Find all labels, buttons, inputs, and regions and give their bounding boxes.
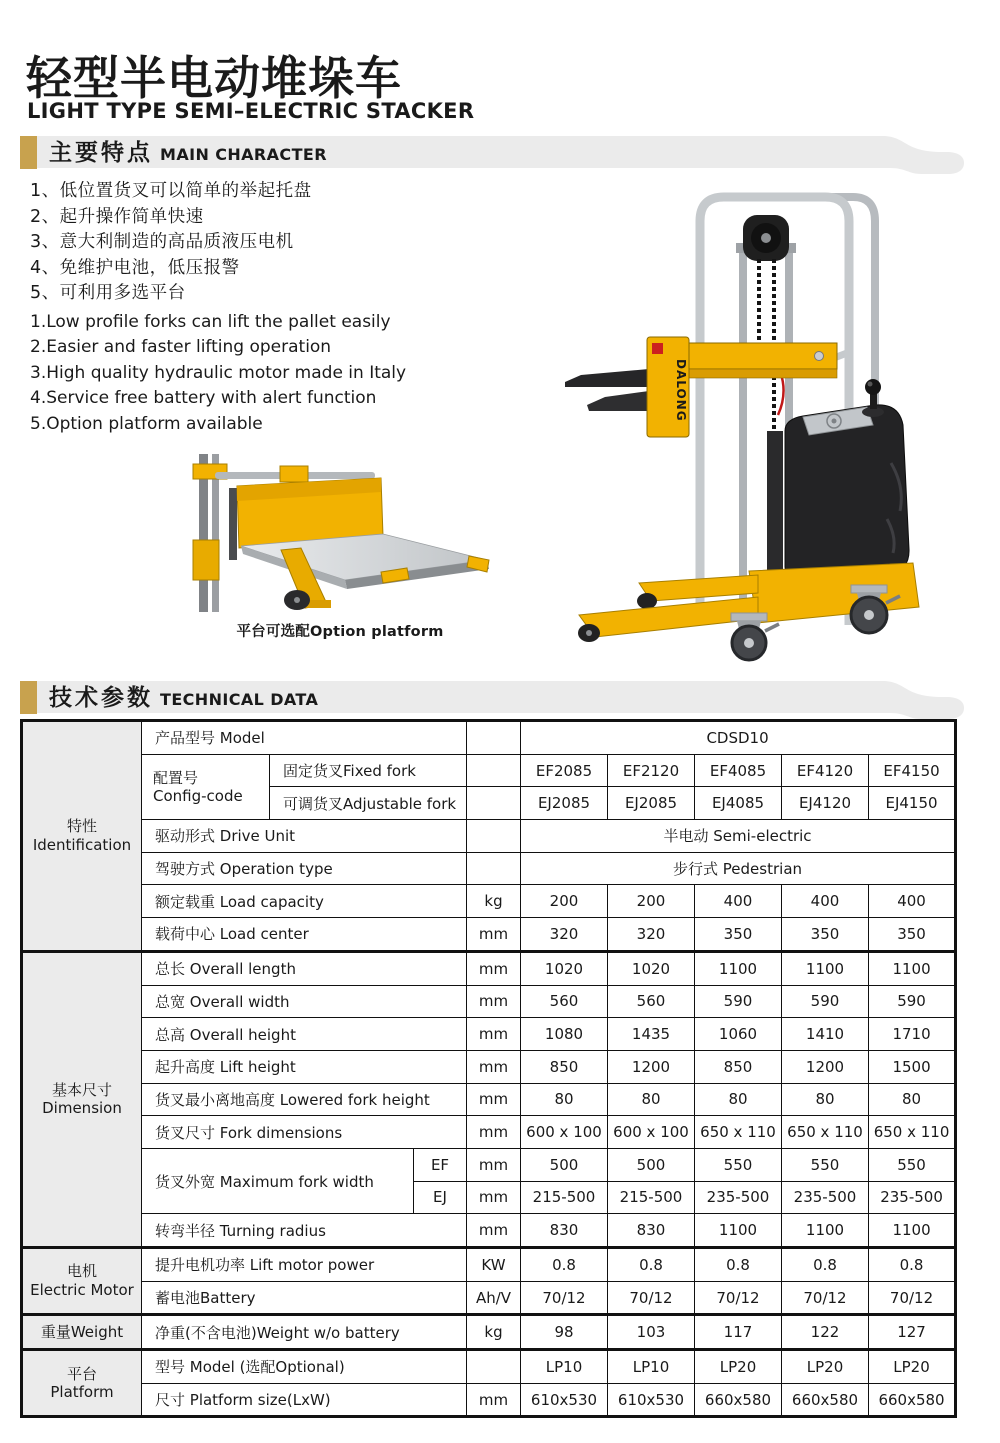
unit-cell bbox=[467, 1350, 521, 1384]
merged-value-cell: 步行式 Pedestrian bbox=[521, 852, 956, 885]
table-row bbox=[22, 918, 956, 952]
value-cell: 590 bbox=[782, 985, 869, 1018]
value-cell: EJ2085 bbox=[521, 787, 608, 820]
feature-item-cn: 2、起升操作简单快速 bbox=[30, 206, 204, 227]
stacker-illustration bbox=[553, 163, 965, 670]
unit-cell: mm bbox=[467, 1018, 521, 1051]
unit-cell: mm bbox=[467, 1383, 521, 1417]
value-cell: 610x530 bbox=[521, 1383, 608, 1417]
unit-cell: mm bbox=[467, 1116, 521, 1149]
value-cell: 600 x 100 bbox=[521, 1116, 608, 1149]
unit-cell: mm bbox=[467, 985, 521, 1018]
value-cell: 850 bbox=[695, 1050, 782, 1083]
value-cell: 80 bbox=[869, 1083, 956, 1116]
value-cell: 1435 bbox=[608, 1018, 695, 1051]
value-cell: 350 bbox=[695, 918, 782, 952]
unit-cell: mm bbox=[467, 1181, 521, 1214]
gold-accent-mark bbox=[20, 136, 37, 169]
features-list-en bbox=[30, 310, 406, 437]
value-cell: 80 bbox=[608, 1083, 695, 1116]
group-cell-motor bbox=[22, 1248, 142, 1315]
features-title-en: MAIN CHARACTER bbox=[160, 145, 327, 164]
value-cell: 1100 bbox=[782, 1214, 869, 1248]
config-label-cn: 配置号 bbox=[153, 768, 199, 787]
spec-label-cell: 尺寸 Platform size(LxW) bbox=[142, 1383, 467, 1417]
forks-icon bbox=[565, 369, 649, 411]
value-cell: 1100 bbox=[869, 1214, 956, 1248]
value-cell: 200 bbox=[608, 885, 695, 918]
table-row bbox=[22, 721, 956, 755]
stacker-figure bbox=[553, 163, 965, 670]
spec-label-cell: 驾驶方式 Operation type bbox=[142, 852, 467, 885]
value-cell: 830 bbox=[608, 1214, 695, 1248]
value-cell: 320 bbox=[608, 918, 695, 952]
spec-label-cell: 总长 Overall length bbox=[142, 951, 467, 985]
group-cell-dimension bbox=[22, 951, 142, 1247]
value-cell: 350 bbox=[782, 918, 869, 952]
value-cell: LP20 bbox=[869, 1350, 956, 1384]
group-label-cn: 平台 bbox=[66, 1364, 97, 1383]
value-cell: 1100 bbox=[782, 951, 869, 985]
unit-cell: mm bbox=[467, 1148, 521, 1181]
spec-label-cell: 总高 Overall height bbox=[142, 1018, 467, 1051]
unit-cell bbox=[467, 820, 521, 853]
option-platform-figure bbox=[185, 448, 495, 644]
spec-label-cell: 货叉外宽 Maximum fork width bbox=[142, 1148, 414, 1213]
value-cell: 1200 bbox=[608, 1050, 695, 1083]
value-cell: 122 bbox=[782, 1315, 869, 1350]
value-cell: 500 bbox=[521, 1148, 608, 1181]
spec-label-cell: 总宽 Overall width bbox=[142, 985, 467, 1018]
table-row bbox=[22, 1083, 956, 1116]
gold-accent-mark bbox=[20, 681, 37, 714]
value-cell: EF2085 bbox=[521, 754, 608, 787]
value-cell: 320 bbox=[521, 918, 608, 952]
value-cell: 80 bbox=[695, 1083, 782, 1116]
platform-caption: 平台可选配Option platform bbox=[236, 624, 444, 640]
value-cell: 0.8 bbox=[782, 1248, 869, 1282]
value-cell: 400 bbox=[695, 885, 782, 918]
group-label-en: Dimension bbox=[42, 1099, 122, 1118]
merged-value-cell: 半电动 Semi-electric bbox=[521, 820, 956, 853]
table-row bbox=[22, 820, 956, 853]
value-cell: 70/12 bbox=[695, 1281, 782, 1315]
technical-title-cn: 技术参数 bbox=[49, 685, 153, 711]
option-platform-illustration bbox=[185, 448, 495, 620]
group-label-cn: 电机 bbox=[66, 1262, 97, 1281]
value-cell: 80 bbox=[521, 1083, 608, 1116]
value-cell: 550 bbox=[782, 1148, 869, 1181]
value-cell: 590 bbox=[869, 985, 956, 1018]
value-cell: 500 bbox=[608, 1148, 695, 1181]
joystick-icon bbox=[862, 379, 884, 417]
value-cell: 560 bbox=[521, 985, 608, 1018]
group-label-en: Identification bbox=[32, 835, 132, 854]
unit-cell: kg bbox=[467, 1315, 521, 1350]
value-cell: 350 bbox=[869, 918, 956, 952]
fork-type-cell: 固定货叉Fixed fork bbox=[270, 754, 467, 787]
fork-series-cell: EF bbox=[414, 1148, 467, 1181]
lift-cylinder bbox=[767, 431, 783, 581]
feature-item-cn: 5、可利用多选平台 bbox=[30, 283, 186, 304]
group-cell-platform bbox=[22, 1350, 142, 1417]
value-cell: 650 x 110 bbox=[695, 1116, 782, 1149]
unit-cell: mm bbox=[467, 1050, 521, 1083]
feature-item-en: 5.Option platform available bbox=[30, 413, 263, 434]
spec-label-cell: 驱动形式 Drive Unit bbox=[142, 820, 467, 853]
model-value-cell: CDSD10 bbox=[521, 721, 956, 755]
value-cell: 215-500 bbox=[608, 1181, 695, 1214]
spec-label-cell: 转弯半径 Turning radius bbox=[142, 1214, 467, 1248]
rail-clamp bbox=[280, 466, 308, 482]
spec-label-cell: 提升电机功率 Lift motor power bbox=[142, 1248, 467, 1282]
spec-label-cell: 蓄电池Battery bbox=[142, 1281, 467, 1315]
group-label-cn: 特性 bbox=[66, 817, 97, 836]
unit-cell: kg bbox=[467, 885, 521, 918]
value-cell: 660x580 bbox=[782, 1383, 869, 1417]
value-cell: 560 bbox=[608, 985, 695, 1018]
value-cell: 650 x 110 bbox=[782, 1116, 869, 1149]
table-row bbox=[22, 852, 956, 885]
value-cell: 650 x 110 bbox=[869, 1116, 956, 1149]
table-row bbox=[22, 1116, 956, 1149]
table-row bbox=[22, 985, 956, 1018]
unit-cell bbox=[467, 787, 521, 820]
table-row bbox=[22, 1383, 956, 1417]
value-cell: 610x530 bbox=[608, 1383, 695, 1417]
value-cell: 98 bbox=[521, 1315, 608, 1350]
spec-label-cell: 货叉最小离地高度 Lowered fork height bbox=[142, 1083, 467, 1116]
table-row bbox=[22, 1281, 956, 1315]
unit-cell: mm bbox=[467, 1083, 521, 1116]
technical-data-table bbox=[20, 719, 957, 1418]
table-row bbox=[22, 1018, 956, 1051]
unit-cell bbox=[467, 852, 521, 885]
unit-cell: KW bbox=[467, 1248, 521, 1282]
table-row bbox=[22, 1315, 956, 1350]
value-cell: EF2120 bbox=[608, 754, 695, 787]
feature-item-en: 2.Easier and faster lifting operation bbox=[30, 337, 332, 358]
value-cell: 1020 bbox=[608, 951, 695, 985]
table-row bbox=[22, 754, 956, 787]
value-cell: 1020 bbox=[521, 951, 608, 985]
value-cell: 550 bbox=[869, 1148, 956, 1181]
spec-label-cell: 额定载重 Load capacity bbox=[142, 885, 467, 918]
feature-item-cn: 3、意大利制造的高品质液压电机 bbox=[30, 232, 294, 253]
spec-label-cell: 货叉尺寸 Fork dimensions bbox=[142, 1116, 467, 1149]
spec-label-cell: 产品型号 Model bbox=[142, 721, 467, 755]
feature-item-en: 3.High quality hydraulic motor made in Italy bbox=[30, 362, 407, 383]
feature-item-cn: 1、低位置货叉可以简单的举起托盘 bbox=[30, 181, 312, 201]
group-label-en: Platform bbox=[50, 1383, 114, 1402]
value-cell: 830 bbox=[521, 1214, 608, 1248]
value-cell: 200 bbox=[521, 885, 608, 918]
value-cell: 70/12 bbox=[782, 1281, 869, 1315]
value-cell: 550 bbox=[695, 1148, 782, 1181]
feature-item-en: 1.Low profile forks can lift the pallet easily bbox=[30, 312, 391, 332]
value-cell: LP10 bbox=[608, 1350, 695, 1384]
value-cell: 0.8 bbox=[695, 1248, 782, 1282]
fork-series-cell: EJ bbox=[414, 1181, 467, 1214]
table-row bbox=[22, 951, 956, 985]
table-row bbox=[22, 1148, 956, 1181]
group-cell-weight: 重量Weight bbox=[22, 1315, 142, 1350]
unit-cell bbox=[467, 721, 521, 755]
value-cell: 70/12 bbox=[521, 1281, 608, 1315]
value-cell: 660x580 bbox=[695, 1383, 782, 1417]
value-cell: 400 bbox=[782, 885, 869, 918]
value-cell: 0.8 bbox=[608, 1248, 695, 1282]
value-cell: 590 bbox=[695, 985, 782, 1018]
value-cell: 235-500 bbox=[782, 1181, 869, 1214]
config-code-cell bbox=[142, 754, 270, 819]
value-cell: 1100 bbox=[869, 951, 956, 985]
value-cell: 70/12 bbox=[869, 1281, 956, 1315]
table-row bbox=[22, 1214, 956, 1248]
value-cell: 850 bbox=[521, 1050, 608, 1083]
value-cell: 1200 bbox=[782, 1050, 869, 1083]
page-title-en: LIGHT TYPE SEMI–ELECTRIC STACKER bbox=[27, 99, 475, 123]
value-cell: 1080 bbox=[521, 1018, 608, 1051]
group-label-en: Electric Motor bbox=[30, 1281, 134, 1300]
group-label-cn: 基本尺寸 bbox=[51, 1080, 112, 1099]
feature-item-en: 4.Service free battery with alert function bbox=[30, 388, 377, 409]
value-cell: LP10 bbox=[521, 1350, 608, 1384]
value-cell: 80 bbox=[782, 1083, 869, 1116]
value-cell: 103 bbox=[608, 1315, 695, 1350]
value-cell: 1410 bbox=[782, 1018, 869, 1051]
page-title-cn: 轻型半电动堆垛车 bbox=[26, 51, 402, 105]
table-row bbox=[22, 1350, 956, 1384]
value-cell: EJ4120 bbox=[782, 787, 869, 820]
unit-cell: Ah/V bbox=[467, 1281, 521, 1315]
value-cell: 215-500 bbox=[521, 1181, 608, 1214]
unit-cell: mm bbox=[467, 1214, 521, 1248]
value-cell: 1100 bbox=[695, 951, 782, 985]
value-cell: 70/12 bbox=[608, 1281, 695, 1315]
spec-label-cell: 净重(不含电池)Weight w/o battery bbox=[142, 1315, 467, 1350]
unit-cell: mm bbox=[467, 918, 521, 952]
value-cell: EJ2085 bbox=[608, 787, 695, 820]
features-list-cn bbox=[30, 179, 312, 307]
spec-label-cell: 起升高度 Lift height bbox=[142, 1050, 467, 1083]
brand-label: DALONG bbox=[674, 359, 688, 422]
value-cell: 1500 bbox=[869, 1050, 956, 1083]
unit-cell: mm bbox=[467, 951, 521, 985]
value-cell: 235-500 bbox=[869, 1181, 956, 1214]
brand-logo-mark bbox=[652, 343, 663, 354]
value-cell: 660x580 bbox=[869, 1383, 956, 1417]
technical-title-en: TECHNICAL DATA bbox=[160, 690, 319, 709]
battery-box-icon bbox=[785, 379, 909, 583]
table-row bbox=[22, 1248, 956, 1282]
chain-pulley-icon bbox=[743, 215, 789, 463]
unit-cell bbox=[467, 754, 521, 787]
features-title-cn: 主要特点 bbox=[49, 140, 153, 166]
table-row bbox=[22, 1050, 956, 1083]
table-row bbox=[22, 885, 956, 918]
value-cell: 400 bbox=[869, 885, 956, 918]
spec-label-cell: 载荷中心 Load center bbox=[142, 918, 467, 952]
technical-section-header bbox=[20, 681, 966, 721]
value-cell: EF4150 bbox=[869, 754, 956, 787]
value-cell: EJ4085 bbox=[695, 787, 782, 820]
spec-label-cell: 型号 Model (选配Optional) bbox=[142, 1350, 467, 1384]
value-cell: EJ4150 bbox=[869, 787, 956, 820]
value-cell: LP20 bbox=[782, 1350, 869, 1384]
value-cell: LP20 bbox=[695, 1350, 782, 1384]
value-cell: 127 bbox=[869, 1315, 956, 1350]
value-cell: 1100 bbox=[695, 1214, 782, 1248]
config-label-en: Config-code bbox=[153, 786, 243, 805]
value-cell: 1060 bbox=[695, 1018, 782, 1051]
fork-type-cell: 可调货叉Adjustable fork bbox=[270, 787, 467, 820]
value-cell: 235-500 bbox=[695, 1181, 782, 1214]
value-cell: 0.8 bbox=[521, 1248, 608, 1282]
value-cell: 0.8 bbox=[869, 1248, 956, 1282]
value-cell: 117 bbox=[695, 1315, 782, 1350]
value-cell: 600 x 100 bbox=[608, 1116, 695, 1149]
value-cell: 1710 bbox=[869, 1018, 956, 1051]
feature-item-cn: 4、免维护电池，低压报警 bbox=[30, 257, 240, 278]
value-cell: EF4120 bbox=[782, 754, 869, 787]
value-cell: EF4085 bbox=[695, 754, 782, 787]
group-cell-identification bbox=[22, 721, 142, 952]
